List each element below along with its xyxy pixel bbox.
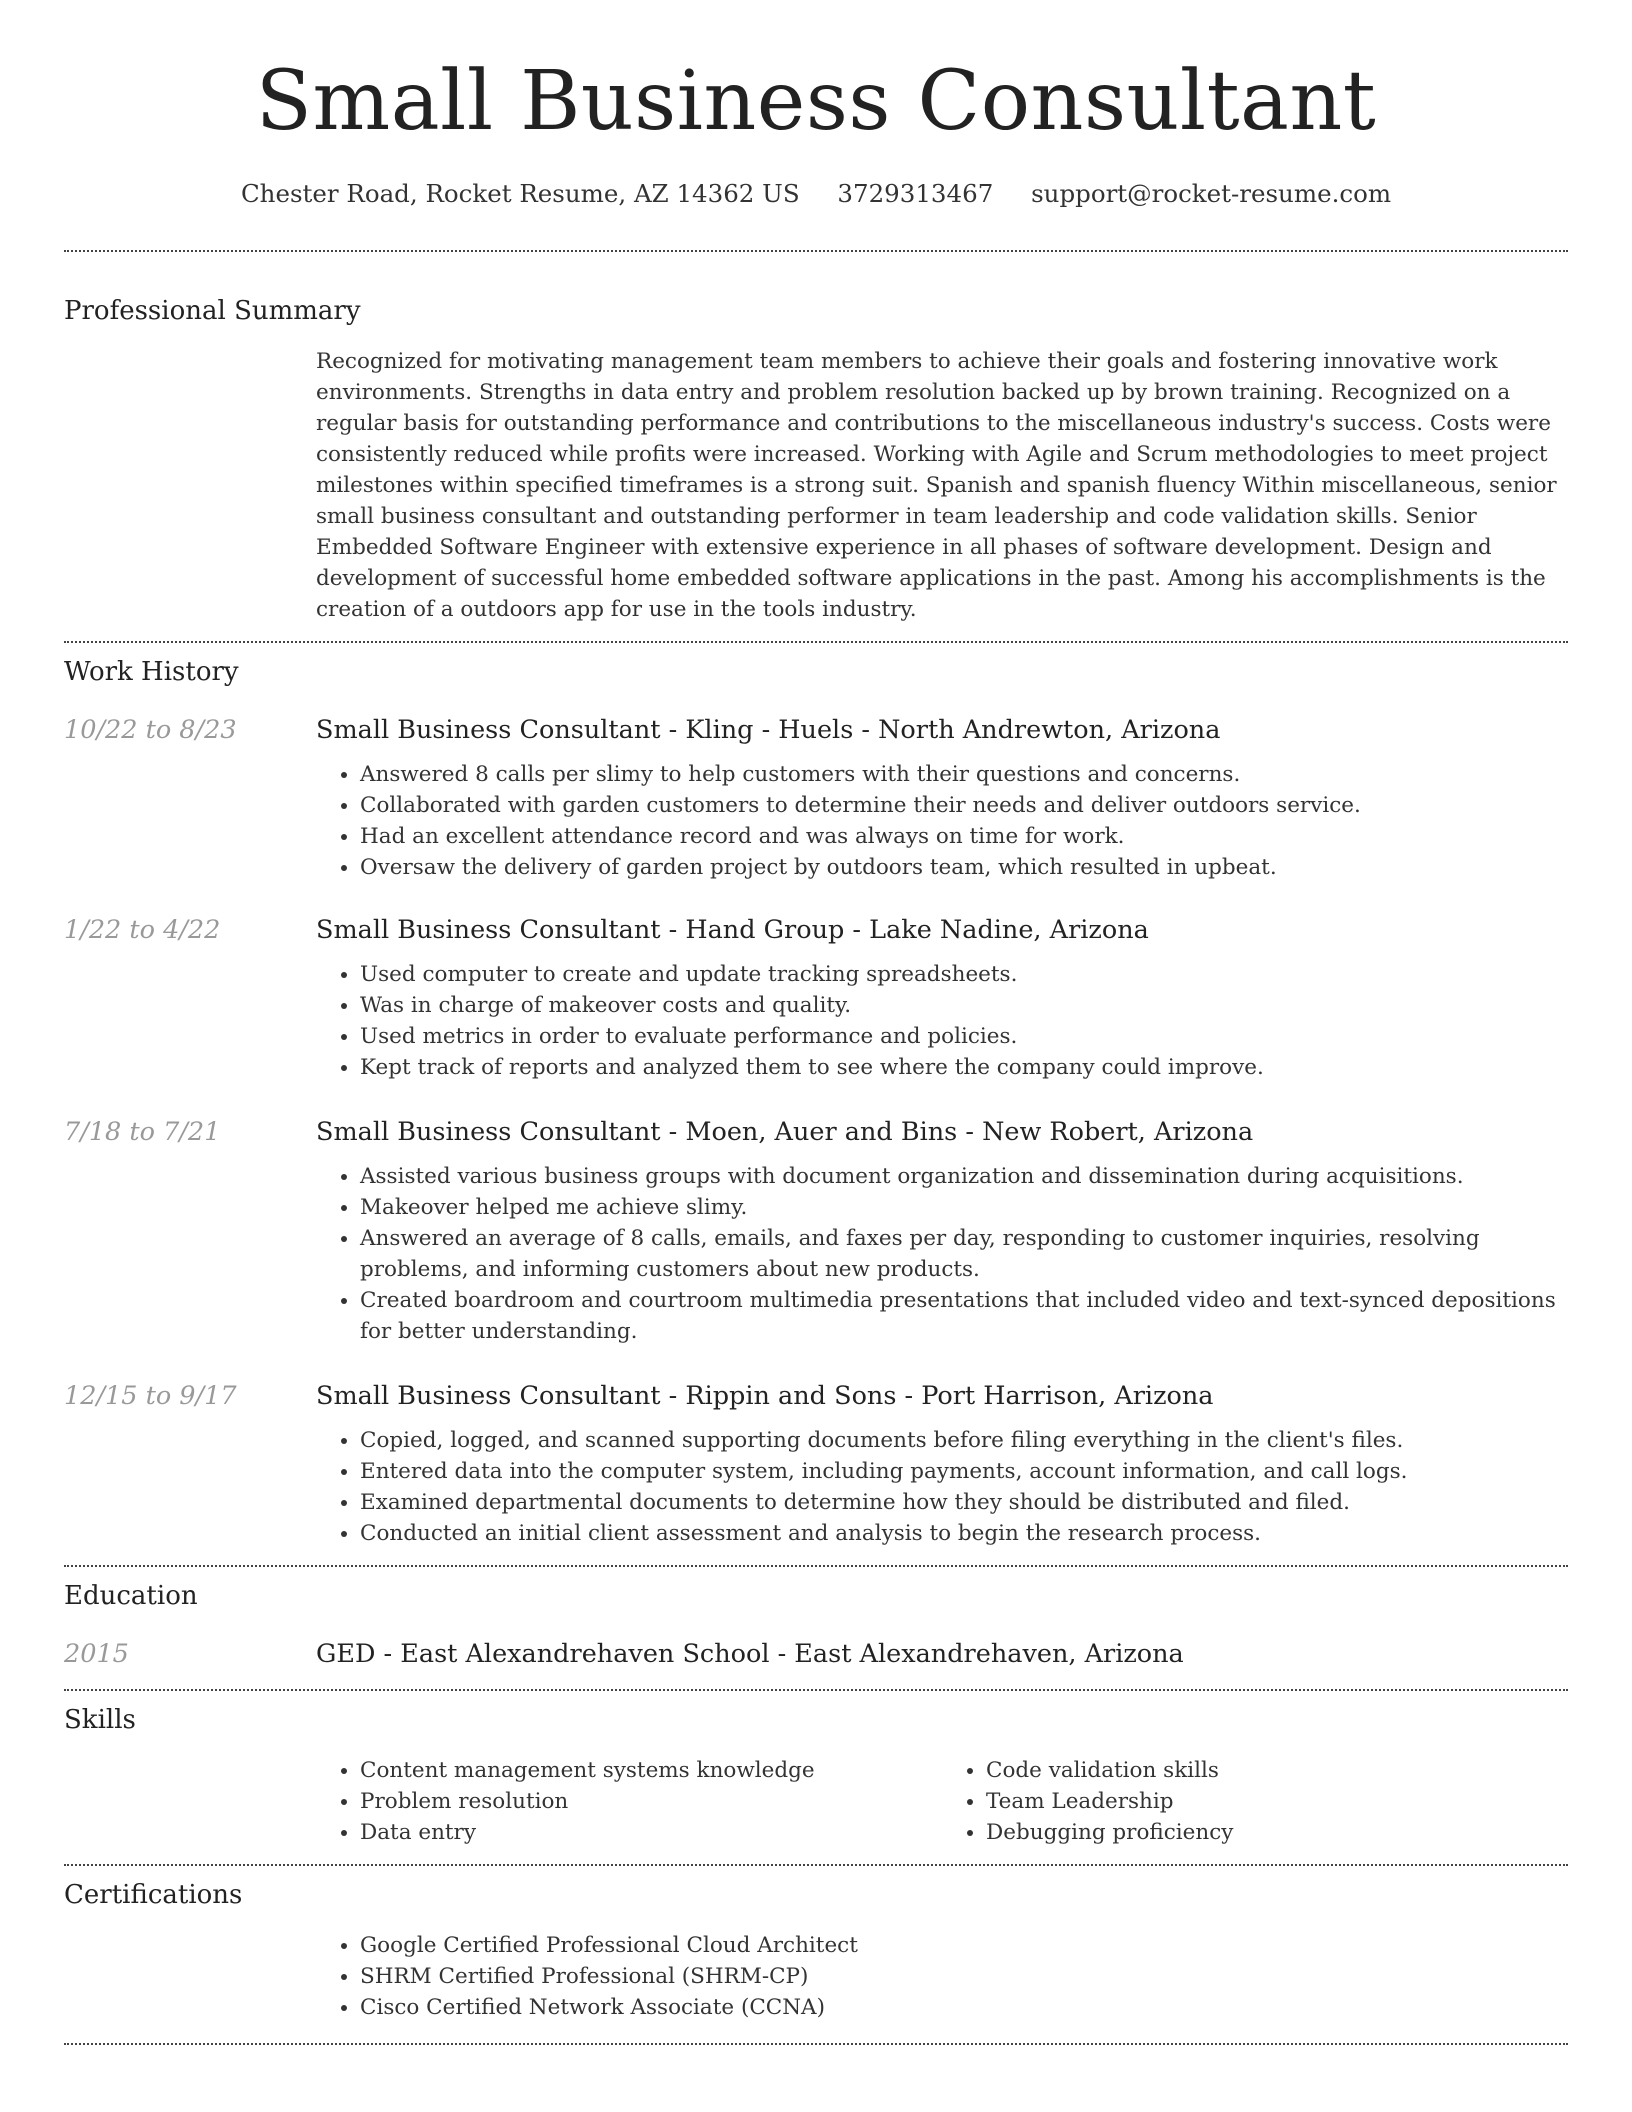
job-bullets (316, 1161, 1568, 1347)
divider (64, 250, 1568, 252)
job-bullet: • Assisted various business groups with document organization and dissemination during acquisitions. (360, 1161, 1568, 1192)
certifications-list (316, 1930, 1568, 2023)
job-entry (64, 1379, 1568, 1549)
skills-section (64, 1703, 1568, 1848)
job-bullet: • Conducted an initial client assessment and analysis to begin the research process. (360, 1518, 1568, 1549)
job-bullet: • Had an excellent attendance record and was always on time for work. (360, 821, 1568, 852)
summary-text: Recognized for motivating management team members to achieve their goals and fostering innovative work environments. Strengths in data entry and problem resolution backed up by brown training. Recognized on a regular basis for outstanding performance and contributions to the miscellaneous industry's success. Costs were consistently reduced while profits were increased. Working with Agile and Scrum methodologies to meet project milestones within specified timeframes is a strong suit. Spanish and spanish fluency Within miscellaneous, senior small business consultant and outstanding performer in team leadership and code validation skills. Senior Embedded Software Engineer with extensive experience in all phases of software development. Design and development of successful home embedded software applications in the past. Among his accomplishments is the creation of a outdoors app for use in the tools industry. (316, 349, 1557, 622)
job-entry (64, 1115, 1568, 1347)
divider (64, 1689, 1568, 1691)
skills-list-right (942, 1755, 1568, 1848)
job-dates: 12/15 to 9/17 (64, 1381, 237, 1411)
education-year: 2015 (64, 1639, 129, 1669)
job-bullet: • Entered data into the computer system, including payments, account information, and call logs. (360, 1456, 1568, 1487)
summary-heading: Professional Summary (64, 296, 361, 326)
job-title: Small Business Consultant - Moen, Auer and Bins - New Robert, Arizona (316, 1117, 1254, 1147)
job-bullet: • Kept track of reports and analyzed them to see where the company could improve. (360, 1052, 1568, 1083)
job-bullet: • Examined departmental documents to determine how they should be distributed and filed. (360, 1487, 1568, 1518)
divider (64, 1864, 1568, 1866)
job-bullet: • Was in charge of makeover costs and quality. (360, 990, 1568, 1021)
certification-item: • Cisco Certified Network Associate (CCNA) (360, 1992, 1568, 2023)
job-bullet: • Answered 8 calls per slimy to help customers with their questions and concerns. (360, 759, 1568, 790)
job-bullet: • Used computer to create and update tracking spreadsheets. (360, 959, 1568, 990)
work-history-section (64, 655, 1568, 1549)
summary-section (64, 294, 1568, 625)
certification-item: • Google Certified Professional Cloud Architect (360, 1930, 1568, 1961)
certifications-heading: Certifications (64, 1880, 243, 1910)
certifications-section (64, 1878, 1568, 2023)
skill-item: • Team Leadership (986, 1786, 1568, 1817)
job-bullet: • Oversaw the delivery of garden project by outdoors team, which resulted in upbeat. (360, 852, 1568, 883)
job-entry (64, 913, 1568, 1083)
job-dates: 7/18 to 7/21 (64, 1117, 221, 1147)
contact-phone: 3729313467 (837, 179, 994, 208)
skill-item: • Problem resolution (360, 1786, 942, 1817)
job-title: Small Business Consultant - Hand Group - Lake Nadine, Arizona (316, 915, 1149, 945)
job-bullet: • Collaborated with garden customers to determine their needs and deliver outdoors service. (360, 790, 1568, 821)
skill-item: • Debugging proficiency (986, 1817, 1568, 1848)
job-dates: 1/22 to 4/22 (64, 915, 221, 945)
job-bullet: • Answered an average of 8 calls, emails, and faxes per day, responding to customer inquiries, resolving problems, and informing customers about new products. (360, 1223, 1568, 1285)
resume-name: Small Business Consultant (255, 54, 1377, 149)
education-heading: Education (64, 1581, 198, 1611)
job-bullets (316, 1425, 1568, 1549)
job-bullet: • Created boardroom and courtroom multimedia presentations that included video and text-synced depositions for better understanding. (360, 1285, 1568, 1347)
job-bullet: • Makeover helped me achieve slimy. (360, 1192, 1568, 1223)
job-title: Small Business Consultant - Rippin and Sons - Port Harrison, Arizona (316, 1381, 1214, 1411)
education-section (64, 1579, 1568, 1671)
skill-item: • Code validation skills (986, 1755, 1568, 1786)
job-bullet: • Copied, logged, and scanned supporting documents before filing everything in the client's files. (360, 1425, 1568, 1456)
job-bullets (316, 759, 1568, 883)
contact-email: support@rocket-resume.com (1031, 179, 1392, 208)
skill-item: • Content management systems knowledge (360, 1755, 942, 1786)
job-title: Small Business Consultant - Kling - Huels - North Andrewton, Arizona (316, 715, 1221, 745)
contact-address: Chester Road, Rocket Resume, AZ 14362 US (240, 179, 800, 208)
skills-heading: Skills (64, 1705, 136, 1735)
job-bullet: • Used metrics in order to evaluate performance and policies. (360, 1021, 1568, 1052)
skill-item: • Data entry (360, 1817, 942, 1848)
certification-item: • SHRM Certified Professional (SHRM-CP) (360, 1961, 1568, 1992)
skills-list-left (316, 1755, 942, 1848)
divider (64, 1565, 1568, 1567)
job-dates: 10/22 to 8/23 (64, 715, 237, 745)
contact-line (64, 178, 1568, 210)
work-history-heading: Work History (64, 657, 239, 687)
divider (64, 2043, 1568, 2045)
divider (64, 641, 1568, 643)
job-entry (64, 713, 1568, 883)
education-entry: GED - East Alexandrehaven School - East Alexandrehaven, Arizona (316, 1639, 1184, 1669)
job-bullets (316, 959, 1568, 1083)
